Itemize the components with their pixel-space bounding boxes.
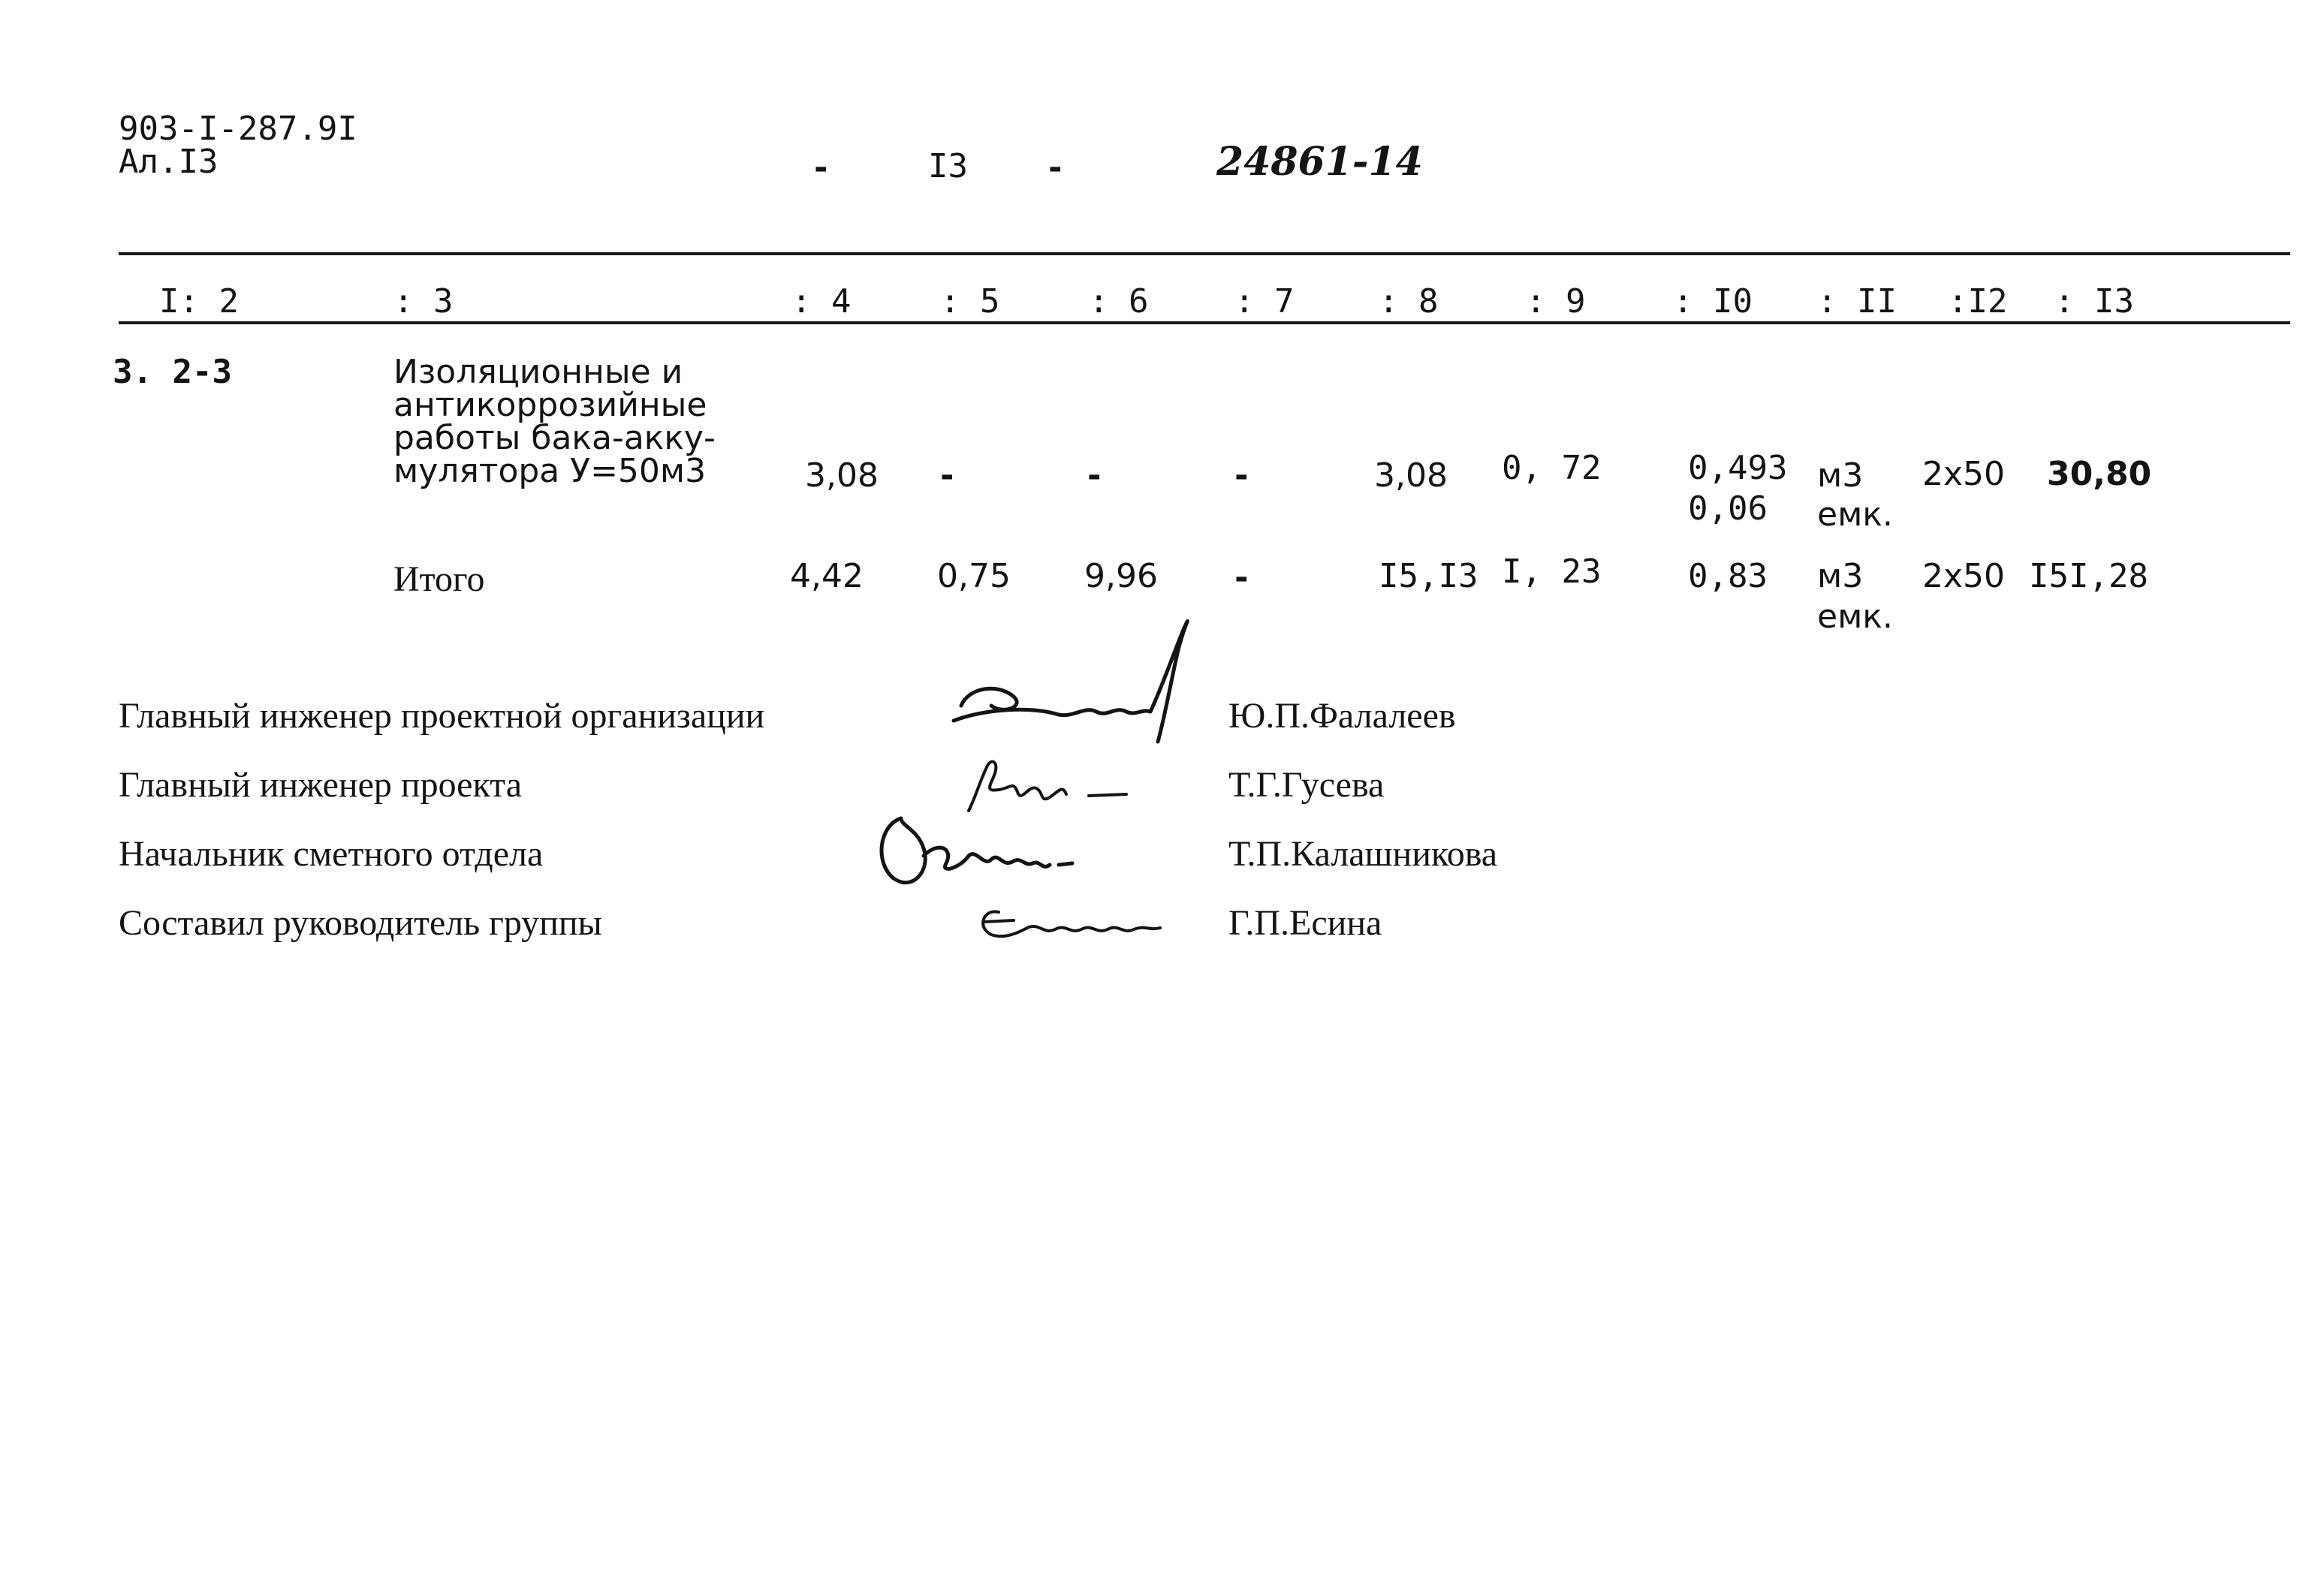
row-name-line-2: антикоррозийные bbox=[393, 386, 707, 424]
col-header-11: : II bbox=[1817, 282, 1897, 321]
inventory-number: 24861-14 bbox=[1216, 139, 1423, 185]
cell-c4: 3,08 bbox=[805, 456, 879, 495]
header-top-rule bbox=[119, 252, 2290, 255]
signature-name-1: Ю.П.Фалалеев bbox=[1228, 696, 1456, 736]
signature-role-1: Главный инженер проектной организации bbox=[119, 696, 765, 736]
total-c7: - bbox=[1231, 559, 1252, 597]
total-c4: 4,42 bbox=[790, 557, 864, 595]
cell-c11-line-1: м3 bbox=[1817, 456, 1864, 495]
col-header-8: : 8 bbox=[1379, 282, 1439, 321]
col-header-13: : I3 bbox=[2054, 282, 2134, 321]
cell-c10-line-1: 0,493 bbox=[1688, 449, 1788, 487]
col-header-12: :I2 bbox=[1948, 282, 2008, 321]
total-c8: I5,I3 bbox=[1379, 557, 1479, 595]
col-header-4: : 4 bbox=[791, 282, 852, 321]
signature-name-3: Т.П.Калашникова bbox=[1228, 834, 1498, 874]
signature-name-4: Г.П.Есина bbox=[1228, 903, 1382, 943]
col-header-1-2: I: 2 bbox=[159, 282, 239, 321]
row-name-line-4: мулятора У=50м3 bbox=[393, 452, 707, 490]
total-c5: 0,75 bbox=[937, 557, 1011, 595]
cell-c6: - bbox=[1084, 456, 1105, 495]
row-number: 3. 2-3 bbox=[113, 353, 232, 391]
signature-image-1 bbox=[939, 616, 1209, 751]
cell-c8: 3,08 bbox=[1374, 456, 1448, 495]
total-c6: 9,96 bbox=[1084, 557, 1158, 595]
page-dash-right: - bbox=[1045, 149, 1066, 187]
row-name-line-1: Изоляционные и bbox=[393, 353, 683, 391]
col-header-5: : 5 bbox=[940, 282, 1000, 321]
page-dash-left: - bbox=[811, 149, 831, 187]
row-name-line-3: работы бака-акку- bbox=[393, 419, 716, 457]
total-c12: 2х50 bbox=[1922, 557, 2006, 595]
total-label: Итого bbox=[393, 559, 485, 599]
cell-c13: 30,80 bbox=[2047, 455, 2152, 493]
signature-image-4 bbox=[969, 893, 1179, 953]
col-header-7: : 7 bbox=[1234, 282, 1295, 321]
signature-image-3 bbox=[871, 796, 1096, 901]
signature-name-2: Т.Г.Гусева bbox=[1228, 765, 1385, 805]
col-header-3: : 3 bbox=[393, 282, 454, 321]
cell-c12: 2х50 bbox=[1922, 455, 2006, 493]
cell-c10-line-2: 0,06 bbox=[1688, 489, 1768, 528]
total-c10: 0,83 bbox=[1688, 557, 1768, 595]
total-c9: I, 23 bbox=[1502, 553, 1602, 591]
cell-c5: - bbox=[937, 456, 957, 495]
sheet-label: Ал.I3 bbox=[119, 143, 219, 181]
col-header-6: : 6 bbox=[1089, 282, 1149, 321]
total-c11-line-1: м3 bbox=[1817, 557, 1864, 595]
signature-role-2: Главный инженер проекта bbox=[119, 765, 523, 805]
total-c11-line-2: емк. bbox=[1817, 598, 1893, 636]
header-bottom-rule bbox=[119, 321, 2290, 324]
cell-c11-line-2: емк. bbox=[1817, 495, 1893, 534]
signature-role-4: Составил руководитель группы bbox=[119, 903, 602, 943]
signature-role-3: Начальник сметного отдела bbox=[119, 834, 544, 874]
document-code: 903-I-287.9I bbox=[119, 110, 357, 148]
page-number: I3 bbox=[928, 147, 968, 185]
col-header-9: : 9 bbox=[1526, 282, 1586, 321]
col-header-10: : I0 bbox=[1673, 282, 1753, 321]
cell-c9: 0, 72 bbox=[1502, 449, 1602, 487]
total-c13: I5I,28 bbox=[2029, 557, 2148, 595]
cell-c7: - bbox=[1231, 456, 1252, 495]
